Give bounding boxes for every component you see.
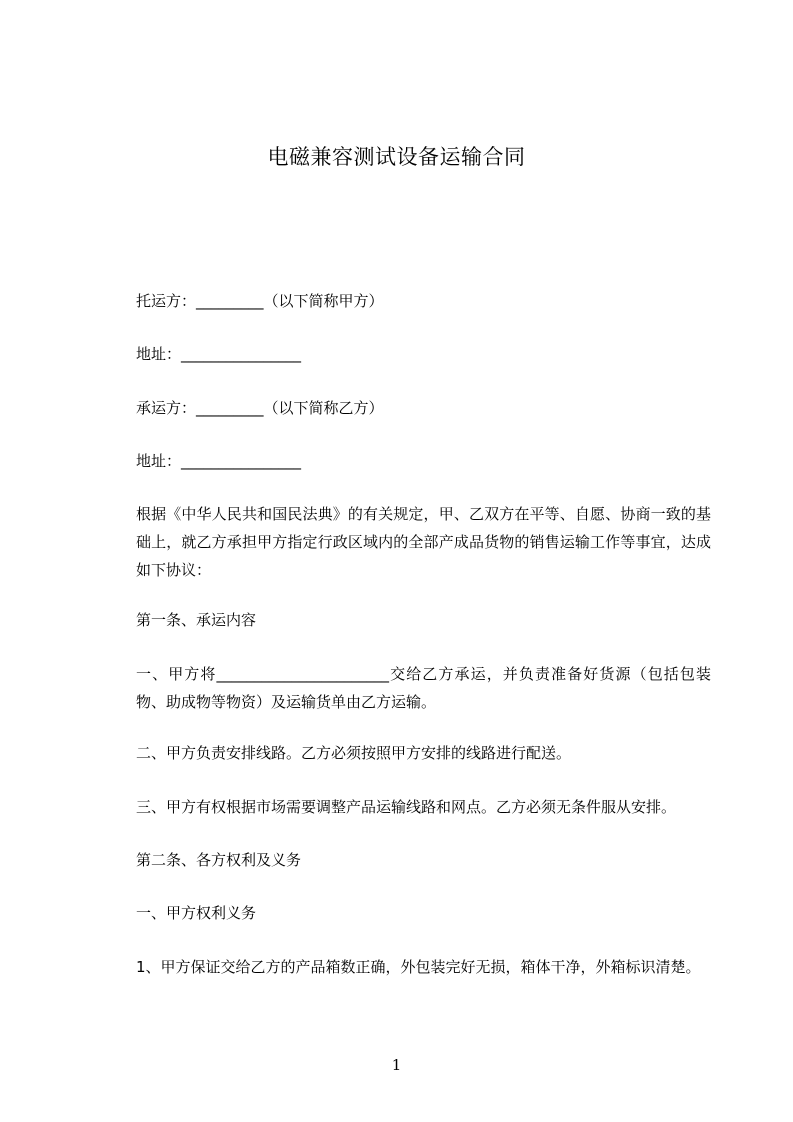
- article-1-item-3: 三、甲方有权根据市场需要调整产品运输线路和网点。乙方必须无条件服从安排。: [136, 798, 677, 816]
- shipper-line: 托运方：_________（以下简称甲方）: [136, 292, 384, 310]
- article-1-heading: 第一条、承运内容: [136, 611, 257, 629]
- article-1-item-1: 一、甲方将_______________________交给乙方承运，并负责准备好货源（包括包装物、助成物等物资）及运输货单由乙方运输。: [136, 665, 711, 711]
- shipper-address: 地址：________________: [136, 345, 302, 363]
- carrier-line: 承运方：_________（以下简称乙方）: [136, 399, 384, 417]
- article-2-item-1: 1、甲方保证交给乙方的产品箱数正确，外包装完好无损，箱体干净，外箱标识清楚。: [136, 958, 701, 976]
- article-2-heading: 第二条、各方权利及义务: [136, 851, 302, 869]
- contract-title: 电磁兼容测试设备运输合同: [267, 145, 526, 169]
- page-number: 1: [391, 1056, 402, 1074]
- article-2-subheading-1: 一、甲方权利义务: [136, 904, 257, 922]
- article-1-item-2: 二、甲方负责安排线路。乙方必须按照甲方安排的线路进行配送。: [136, 744, 572, 762]
- preamble-paragraph: 根据《中华人民共和国民法典》的有关规定，甲、乙双方在平等、自愿、协商一致的基础上，就乙方承担甲方指定行政区域内的全部产成品货物的销售运输工作等事宜，达成如下协议：: [136, 505, 711, 579]
- carrier-address: 地址：________________: [136, 452, 302, 470]
